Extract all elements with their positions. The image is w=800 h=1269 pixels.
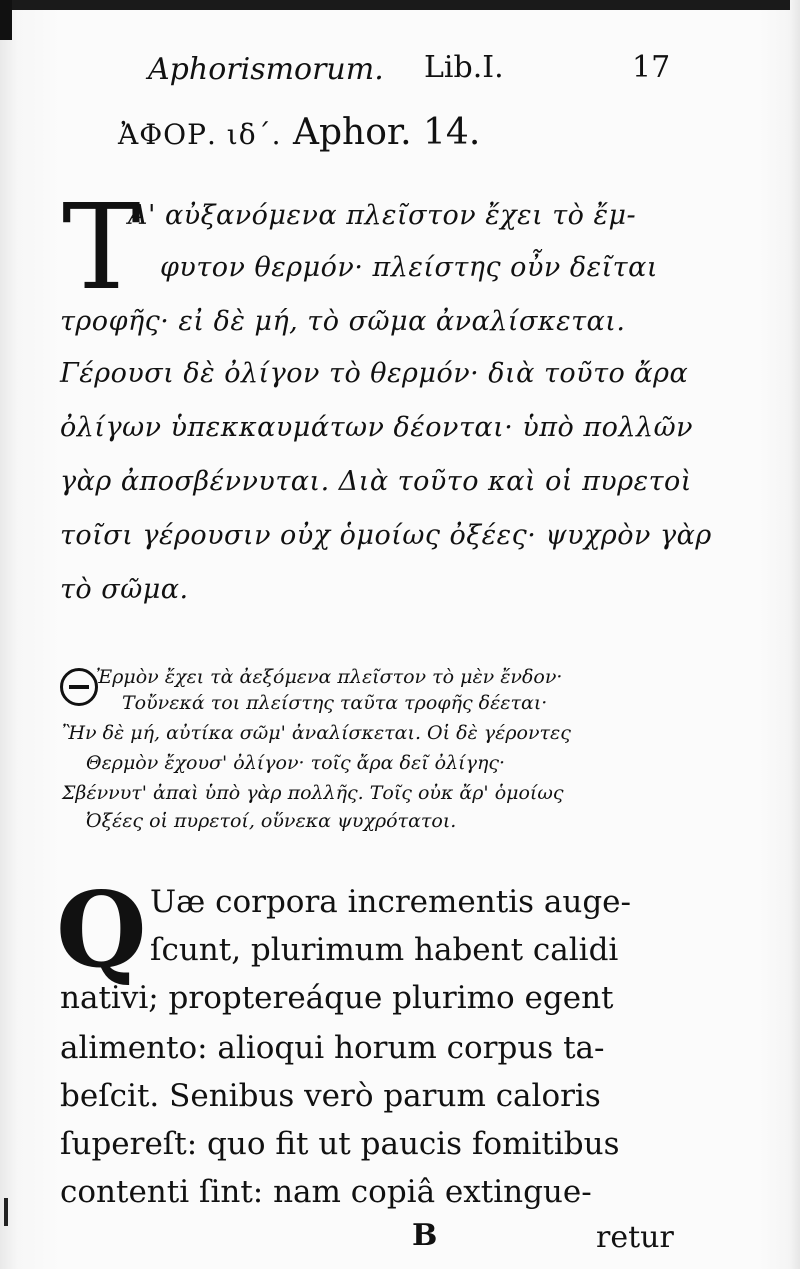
greek-prose-line: ὀλίγων ὑπεκκαυμάτων δέονται· ὑπὸ πολλῶν xyxy=(60,412,694,443)
page-number: 17 xyxy=(632,50,671,85)
running-title: Aphorismorum. xyxy=(148,52,384,87)
catchword: retur xyxy=(596,1220,674,1255)
aphorism-greek-label: ἈΦΟΡ. ιδ΄. xyxy=(118,118,282,151)
greek-prose-line: τοῖσι γέρουσιν οὐχ ὁμοίως ὀξέες· ψυχρὸν γὰρ xyxy=(60,520,712,551)
latin-line: nativi; proptereáque plurimo egent xyxy=(60,980,614,1016)
greek-verse-line: Ἐρμὸν ἔχει τὰ ἀεξόμενα πλεῖστον τὸ μὲν ἔνδον· xyxy=(96,666,563,688)
page-gutter-shadow xyxy=(790,0,800,1269)
greek-dropcap: T xyxy=(62,178,141,316)
latin-line: contenti ſint: nam copiâ extingue- xyxy=(60,1174,592,1210)
greek-prose-line: Α' αὐξανόμενα πλεῖστον ἔχει τὸ ἔμ- xyxy=(128,200,637,231)
greek-verse-line: Ὀξέες οἱ πυρετοί, οὕνεκα ψυχρότατοι. xyxy=(86,810,457,832)
greek-prose-line: τροφῆς· εἰ δὲ μή, τὸ σῶμα ἀναλίσκεται. xyxy=(60,306,626,337)
latin-dropcap: Q xyxy=(56,868,147,991)
greek-verse-line: Σβέννυτ' ἀπαὶ ὑπὸ γὰρ πολλῆς. Τοῖς οὐκ ἄρ' ὁμοίως xyxy=(62,782,564,804)
aphorism-latin-label: Aphor. 14. xyxy=(292,112,481,153)
latin-line: ſupereſt: quo fit ut paucis fomitibus xyxy=(60,1126,620,1162)
latin-line: Uæ corpora incrementis auge- xyxy=(150,884,631,920)
greek-verse-line: Ἢν δὲ μή, αὐτίκα σῶμ' ἀναλίσκεται. Οἱ δὲ γέροντες xyxy=(62,722,571,744)
signature-mark: B xyxy=(412,1218,438,1253)
greek-prose-line: γὰρ ἀποσβέννυται. Διὰ τοῦτο καὶ οἱ πυρετοὶ xyxy=(60,466,692,497)
margin-mark xyxy=(4,1198,8,1226)
greek-prose-line: τὸ σῶμα. xyxy=(60,574,189,605)
greek-verse-line: Θερμὸν ἔχουσ' ὀλίγον· τοῖς ἄρα δεῖ ὀλίγης· xyxy=(86,752,506,774)
greek-prose-line: Γέρουσι δὲ ὀλίγον τὸ θερμόν· διὰ τοῦτο ἄρα xyxy=(60,358,689,389)
latin-line: ſcunt, plurimum habent calidi xyxy=(150,932,619,968)
scan-edge-left xyxy=(0,0,12,40)
book-label: Lib.I. xyxy=(424,50,504,85)
greek-verse-line: Τοὔνεκά τοι πλείστης ταῦτα τροφῆς δέεται· xyxy=(122,692,548,714)
latin-line: alimento: alioqui horum corpus ta- xyxy=(60,1030,605,1066)
theta-initial-icon xyxy=(60,668,98,706)
latin-line: beſcit. Senibus verò parum caloris xyxy=(60,1078,601,1114)
greek-prose-line: φυτον θερμόν· πλείστης οὖν δεῖται xyxy=(160,252,658,283)
scan-edge-top xyxy=(0,0,800,10)
aphorism-heading xyxy=(118,112,480,153)
